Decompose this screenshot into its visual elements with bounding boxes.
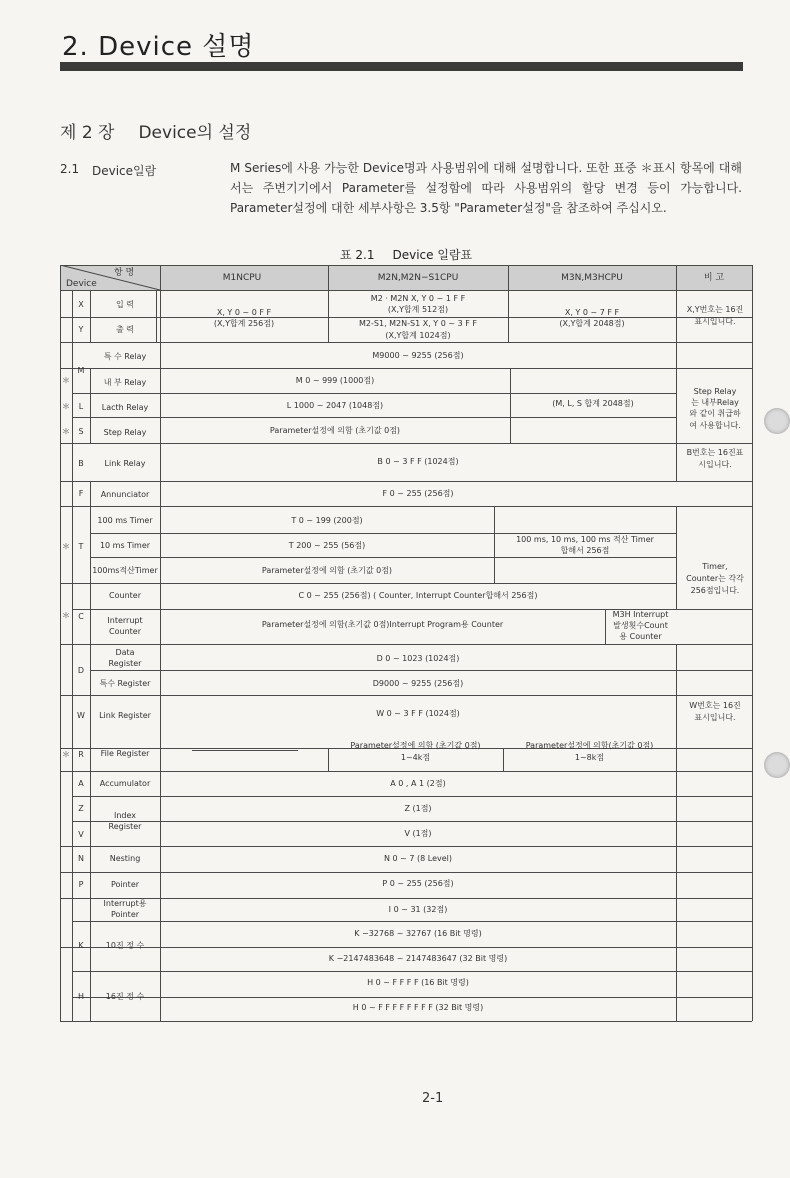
table-cell-c-z-val: Z (1점) — [404, 804, 432, 813]
table-grid-line — [676, 265, 677, 481]
table-cell-c-v-letter: V — [78, 830, 84, 839]
table-cell-c-tc-r2: Counter는 각각 — [686, 574, 744, 583]
table-grid-line — [508, 265, 509, 342]
table-cell-c-s-val: Parameter설정에 의함 (초기값 0점) — [269, 426, 401, 435]
table-cell-c-d1-val: D 0 ~ 1023 (1024점) — [376, 654, 460, 663]
table-cell-c-c2-name2: Counter — [109, 627, 141, 636]
table-cell-c-c1-name: Counter — [109, 591, 141, 600]
table-cell-c-c2-val: Parameter설정에 의함(초기값 0점)Interrupt Program용 Counter — [261, 620, 504, 629]
table-cell-c-c-star: ＊ — [62, 611, 70, 620]
table-grid-line — [90, 557, 676, 558]
table-cell-c-sm-name: 특 수 Relay — [103, 352, 147, 361]
binder-hole — [764, 408, 790, 434]
binder-hole — [764, 752, 790, 778]
table-cell-c-r-name: File Register — [100, 749, 150, 758]
table-cell-c-r-letter: R — [78, 750, 84, 759]
table-grid-line — [676, 771, 677, 1021]
chapter-heading — [60, 118, 251, 143]
section-title: Device일람 — [92, 164, 157, 178]
table-cell-c-f-name: Annunciator — [100, 490, 150, 499]
table-grid-line — [60, 846, 752, 847]
table-grid-line — [60, 872, 752, 873]
header-m1ncpu: M1NCPU — [222, 273, 262, 283]
header-m2ncpu: M2N,M2N−S1CPU — [377, 273, 459, 283]
table-cell-c-x-m2a: M2 · M2N X, Y 0 ~ 1 F F — [370, 294, 466, 303]
table-cell-c-b-r2: 시입니다. — [698, 460, 732, 469]
table-cell-c-x-name: 입 력 — [116, 300, 134, 309]
table-grid-line — [72, 393, 676, 394]
table-cell-c-t-m3a: 100 ms, 10 ms, 100 ms 적산 Timer — [516, 535, 654, 544]
table-grid-line — [72, 417, 676, 418]
table-cell-c-tc-r3: 256점입니다. — [690, 586, 740, 595]
table-cell-c-c2-name1: Interrupt — [107, 616, 143, 625]
table-cell-c-xy-m3a: X, Y 0 ~ 7 F F — [564, 308, 620, 317]
table-cell-c-b-r1: B번호는 16진표 — [686, 448, 744, 457]
table-grid-line — [60, 443, 752, 444]
table-grid-line — [60, 898, 752, 899]
table-cell-c-i-name1: Interrupt용 — [103, 899, 147, 908]
table-cell-c-h-letter: H — [77, 992, 84, 1001]
table-cell-c-sm-val: M9000 ~ 9255 (256점) — [372, 351, 464, 360]
table-cell-c-f-val: F 0 ~ 255 (256점) — [382, 489, 454, 498]
table-cell-c-xy-r2: 표시입니다. — [694, 317, 736, 326]
table-cell-c-y-letter: Y — [78, 325, 84, 334]
table-cell-c-y-m2a: M2-S1, M2N-S1 X, Y 0 ~ 3 F F — [359, 319, 477, 328]
table-grid-line — [676, 644, 677, 771]
table-grid-line — [60, 368, 752, 369]
table-cell-c-s-letter: S — [78, 427, 84, 436]
table-cell-c-i-val: I 0 ~ 31 (32점) — [388, 905, 448, 914]
section-intro-paragraph: M Series에 사용 가능한 Device명과 사용범위에 대해 설명합니다. 또한 표중 ＊표시 항목에 대해서는 주변기기에서 Parameter를 설정함에 따라 사용범위의 할당 변경 등이 가능합니다. Parameter설정에 대한 세부사항은 3.5항 "Parameter설정"을 참조하여 주십시오. — [230, 161, 742, 215]
table-cell-c-c-letter: C — [78, 612, 84, 621]
table-cell-c-x-m2b: (X,Y합계 512점) — [387, 305, 449, 314]
table-cell-c-xy-m1a: X, Y 0 ~ 0 F F — [216, 308, 272, 317]
table-cell-c-m-star: ＊ — [62, 376, 70, 385]
table-cell-c-b-val: B 0 ~ 3 F F (1024점) — [377, 457, 459, 466]
table-grid-line — [60, 695, 752, 696]
table-cell-c-s-r1: Step Relay — [693, 387, 737, 396]
table-cell-c-w-r2: 표시입니다. — [694, 713, 736, 722]
table-cell-c-m-val: M 0 ~ 999 (1000점) — [295, 376, 375, 385]
header-device-label: Device — [66, 279, 97, 289]
table-grid-line — [60, 506, 752, 507]
table-cell-c-w-name: Link Register — [99, 711, 151, 720]
header-rule — [60, 62, 743, 71]
table-cell-c-c2-m3c: 용 Counter — [619, 632, 662, 641]
table-grid-line — [90, 533, 676, 534]
table-cell-c-k-name: 10진 정 수 — [105, 941, 145, 950]
table-cell-c-d-letter: D — [77, 666, 85, 675]
table-caption-title: Device 일람표 — [392, 248, 473, 262]
table-grid-line — [72, 921, 752, 922]
file-register-m1-dash — [192, 750, 298, 751]
table-cell-c-s-r3: 와 같이 취급하 — [689, 409, 741, 418]
table-grid-line — [60, 265, 752, 266]
table-cell-c-d1-name1: Data — [115, 648, 135, 657]
table-grid-line — [72, 290, 73, 1021]
table-grid-line — [752, 265, 753, 1021]
table-cell-c-xy-m3b: (X,Y합계 2048점) — [559, 319, 625, 328]
table-cell-c-y-m2b: (X,Y합계 1024점) — [385, 331, 451, 340]
chapter-label: 제 2 장 — [60, 123, 115, 143]
table-cell-c-tc-r1: Timer, — [702, 562, 728, 571]
table-cell-c-n-letter: N — [78, 854, 84, 863]
table-cell-c-k2-val: K −2147483648 ~ 2147483647 (32 Bit 명령) — [328, 954, 508, 963]
table-cell-c-r-m2b: 1~4k점 — [400, 753, 431, 762]
page-number: 2-1 — [422, 1091, 444, 1106]
table-grid-line — [72, 997, 752, 998]
table-cell-c-v-val: V (1점) — [404, 829, 432, 838]
table-cell-c-f-letter: F — [78, 489, 84, 498]
table-cell-c-t3-name: 100ms적산Timer — [92, 566, 158, 575]
chapter-title: Device의 설정 — [138, 123, 252, 143]
table-grid-line — [60, 290, 752, 291]
table-grid-line — [60, 583, 676, 584]
table-caption — [340, 246, 472, 263]
header-remark: 비 고 — [703, 273, 725, 283]
table-cell-c-h2-val: H 0 ~ F F F F F F F F (32 Bit 명령) — [352, 1003, 484, 1012]
table-cell-c-a-letter: A — [78, 779, 84, 788]
table-grid-line — [60, 771, 752, 772]
table-cell-c-mls-m3: (M, L, S 합계 2048점) — [552, 399, 634, 408]
table-grid-line — [72, 796, 752, 797]
table-grid-line — [72, 821, 752, 822]
table-cell-c-l-star: ＊ — [62, 402, 70, 411]
table-cell-c-zv-name2: Register — [108, 822, 142, 831]
table-cell-c-m-letter: M — [77, 366, 85, 375]
table-cell-c-b-letter: B — [78, 459, 84, 468]
table-cell-c-s-name: Step Relay — [103, 428, 147, 437]
table-cell-c-h-name: 16진 정 수 — [105, 992, 145, 1001]
table-cell-c-w-letter: W — [77, 711, 85, 720]
section-number: 2.1 — [60, 162, 80, 176]
table-cell-c-t3-val: Parameter설정에 의함 (초기값 0점) — [261, 566, 393, 575]
table-cell-c-l-name: Lacth Relay — [101, 403, 149, 412]
chapter-header-title: 2. Device 설명 — [62, 32, 255, 62]
table-cell-c-n-val: N 0 ~ 7 (8 Level) — [383, 854, 453, 863]
table-cell-c-s-r2: 는 내부Relay — [691, 398, 739, 407]
table-cell-c-t1-val: T 0 ~ 199 (200점) — [291, 516, 363, 525]
table-grid-line — [72, 971, 752, 972]
table-cell-c-w-r1: W번호는 16진 — [689, 701, 741, 710]
table-caption-number: 표 2.1 — [340, 248, 375, 262]
device-table — [60, 265, 752, 1021]
table-cell-c-p-letter: P — [78, 880, 84, 889]
table-cell-c-p-name: Pointer — [110, 880, 140, 889]
table-cell-c-xy-r1: X,Y번호는 16진 — [686, 305, 744, 314]
table-grid-line — [60, 644, 752, 645]
table-grid-line — [60, 342, 752, 343]
table-cell-c-a-name: Accumulator — [99, 779, 151, 788]
table-cell-c-d1-name2: Register — [108, 659, 142, 668]
table-cell-c-a-val: A 0 , A 1 (2점) — [390, 779, 446, 788]
table-cell-c-y-name: 출 력 — [116, 325, 134, 334]
table-cell-c-d2-val: D9000 ~ 9255 (256점) — [372, 679, 464, 688]
table-cell-c-zv-name1: Index — [113, 811, 137, 820]
table-cell-c-w-val: W 0 ~ 3 F F (1024점) — [376, 709, 460, 718]
header-m3ncpu: M3N,M3HCPU — [561, 273, 623, 283]
table-cell-c-s-r4: 여 사용합니다. — [689, 421, 741, 430]
table-grid-line — [60, 481, 752, 482]
table-cell-c-r-star: ＊ — [62, 750, 70, 759]
table-cell-c-t-m3b: 합해서 256점 — [560, 546, 610, 555]
table-cell-c-p-val: P 0 ~ 255 (256점) — [382, 879, 454, 888]
table-cell-c-m-name: 내 부 Relay — [103, 378, 147, 387]
table-cell-c-c1-val: C 0 ~ 255 (256점) ( Counter, Interrupt Counter합해서 256점) — [298, 591, 538, 600]
table-cell-c-i-name2: Pointer — [110, 910, 140, 919]
table-cell-c-l-val: L 1000 ~ 2047 (1048점) — [286, 401, 384, 410]
table-grid-line — [676, 506, 677, 609]
table-grid-line — [60, 947, 752, 948]
table-cell-c-r-m2a: Parameter설정에 의함 (초기값 0점) — [350, 741, 481, 750]
table-cell-c-r-m3b: 1~8k점 — [574, 753, 605, 762]
table-cell-c-c2-m3a: M3H Interrupt — [612, 610, 669, 619]
table-cell-c-x-letter: X — [78, 300, 84, 309]
table-cell-c-t-star: ＊ — [62, 542, 70, 551]
table-cell-c-d2-name: 특수 Register — [99, 679, 151, 688]
header-item-label: 항 명 — [114, 268, 135, 278]
table-cell-c-t-letter: T — [78, 542, 84, 551]
table-cell-c-c2-m3b: 발생횟수Count — [613, 621, 668, 630]
table-cell-c-h1-val: H 0 ~ F F F F (16 Bit 명령) — [367, 978, 469, 987]
table-cell-c-t1-name: 100 ms Timer — [97, 516, 153, 525]
table-grid-line — [60, 1021, 752, 1022]
table-cell-c-n-name: Nesting — [109, 854, 141, 863]
table-grid-line — [90, 670, 752, 671]
table-cell-c-b-name: Link Relay — [104, 459, 146, 468]
table-cell-c-xy-m1b: (X,Y합계 256점) — [213, 319, 275, 328]
table-cell-c-z-letter: Z — [78, 804, 84, 813]
table-cell-c-k-letter: K — [78, 941, 84, 950]
table-cell-c-t2-name: 10 ms Timer — [99, 541, 151, 550]
table-cell-c-k1-val: K −32768 ~ 32767 (16 Bit 명령) — [354, 929, 482, 938]
table-cell-c-r-m3a: Parameter설정에 의함(초기값 0점) — [525, 741, 654, 750]
table-cell-c-l-letter: L — [78, 402, 84, 411]
table-cell-c-t2-val: T 200 ~ 255 (56점) — [288, 541, 366, 550]
table-cell-c-s-star: ＊ — [62, 427, 70, 436]
